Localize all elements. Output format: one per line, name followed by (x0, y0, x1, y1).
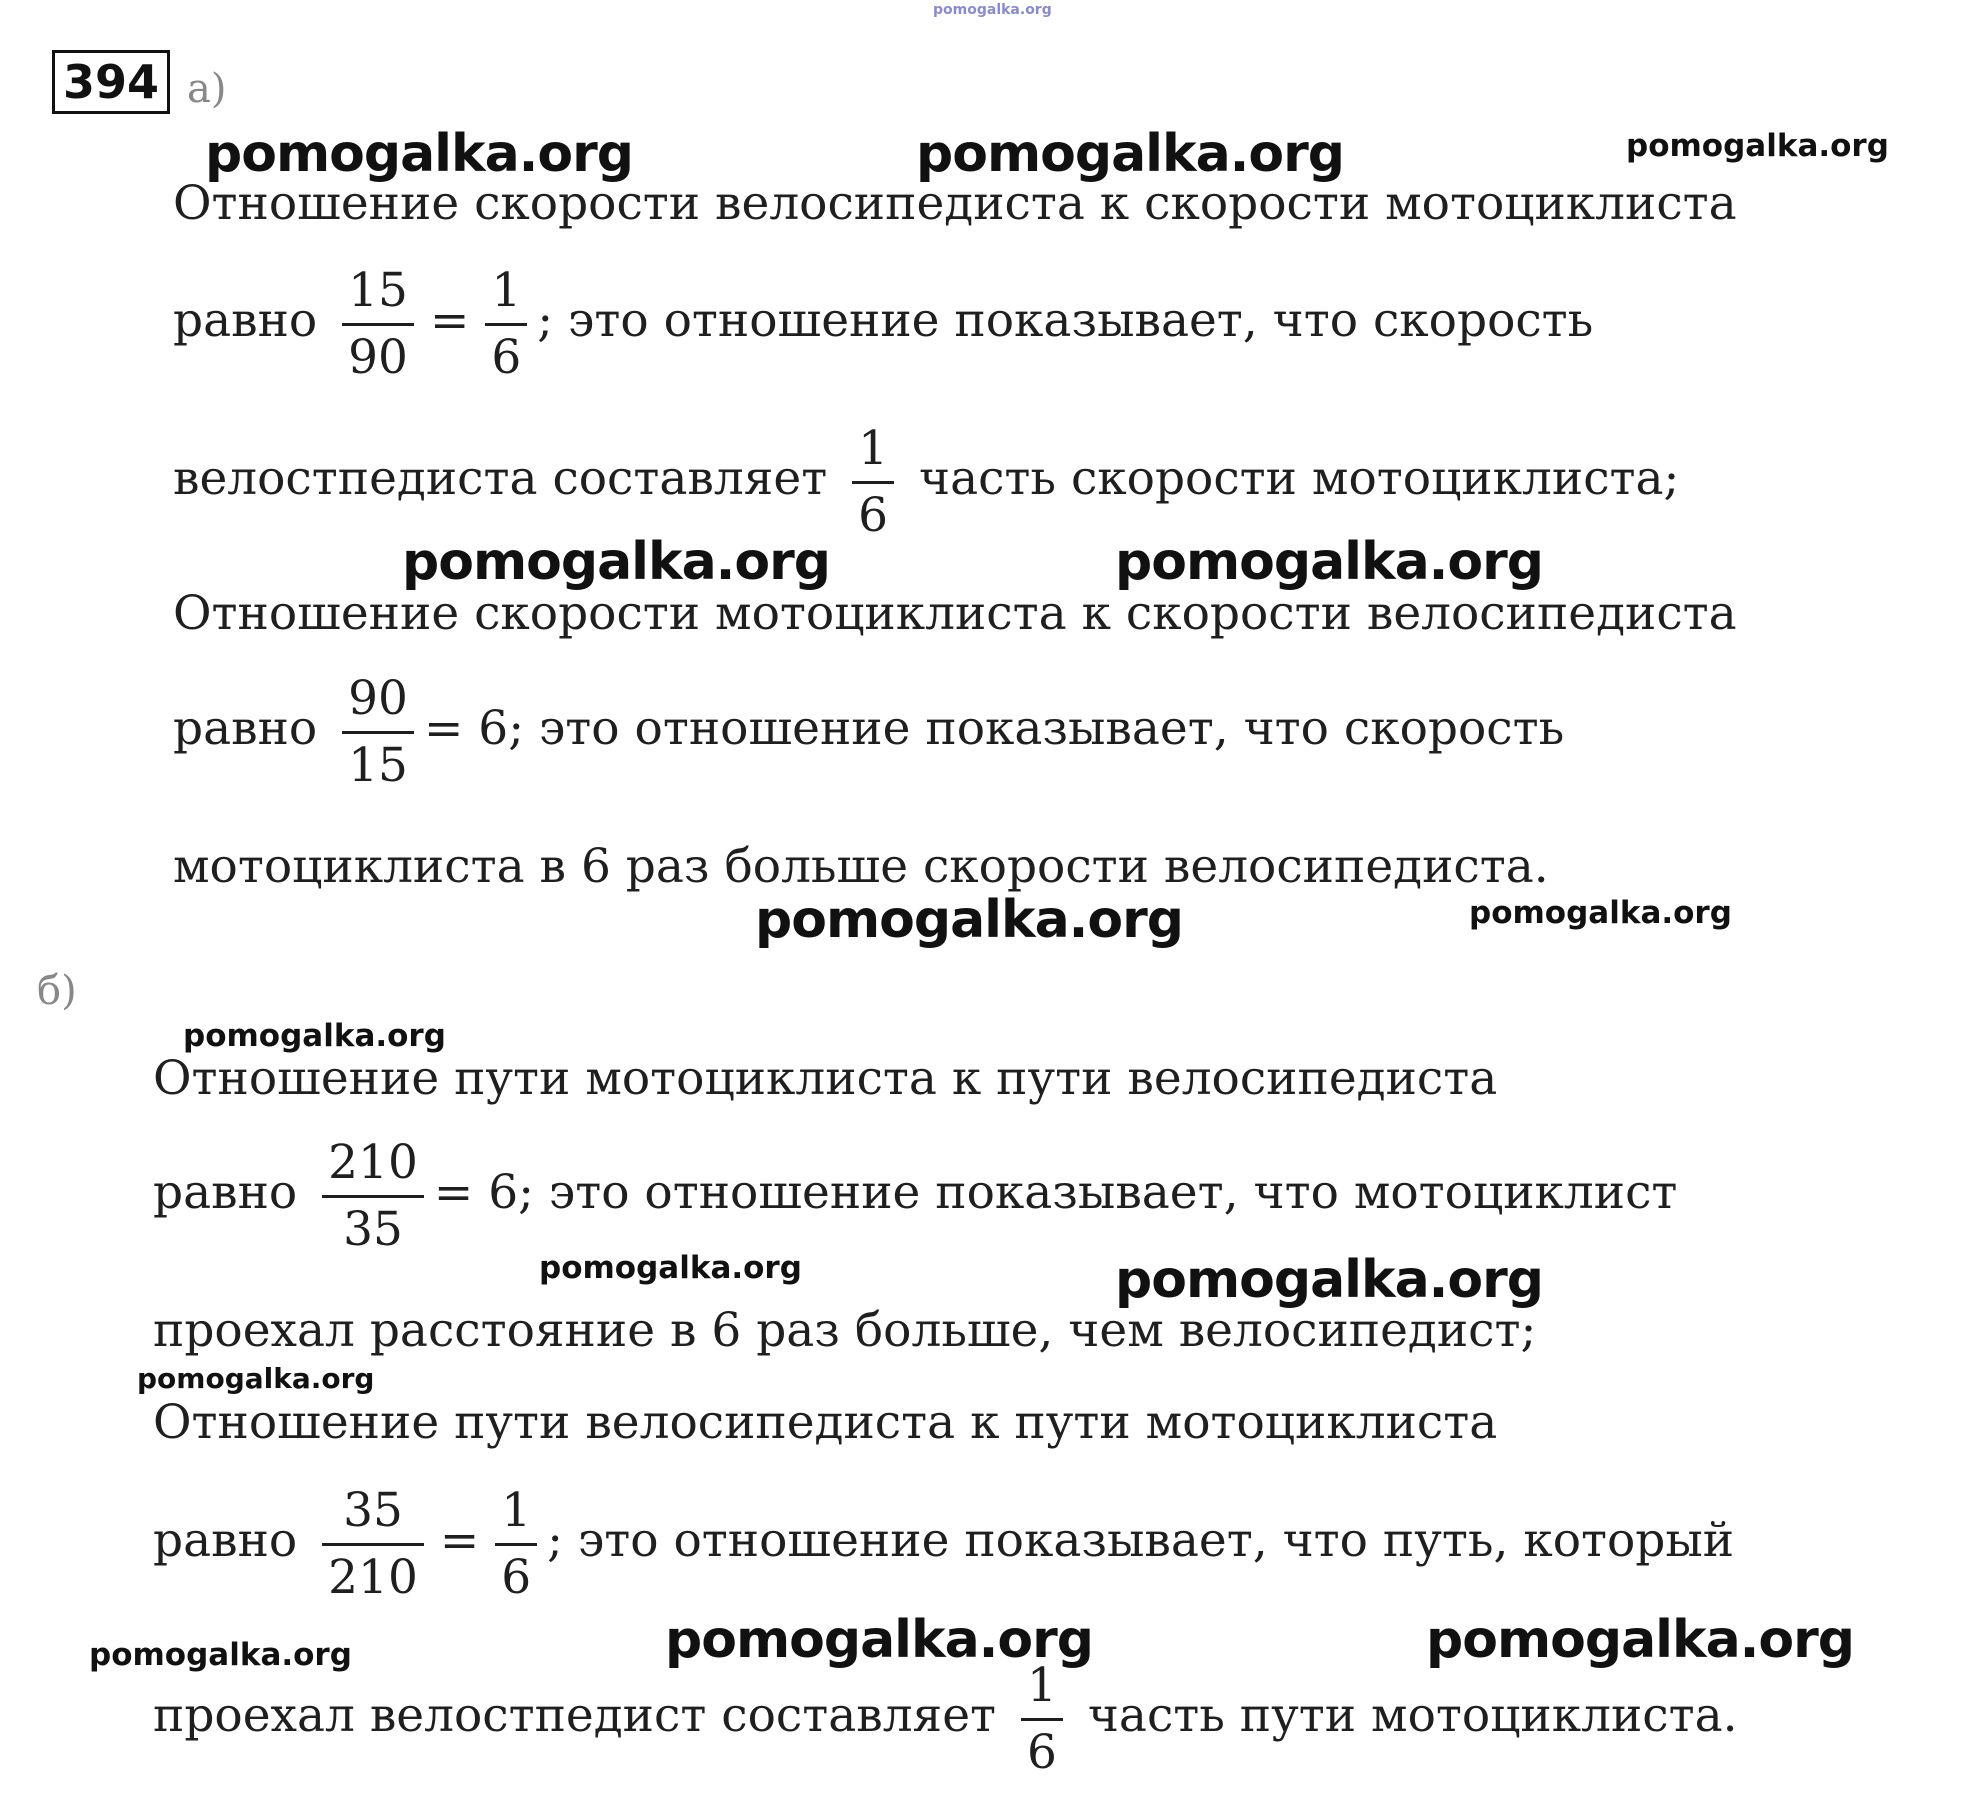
watermark: pomogalka.org (205, 124, 634, 184)
text: = 6; это отношение показывает, что мотоциклист (433, 1165, 1678, 1221)
part-b-p1-line1: Отношение пути мотоциклиста к пути велосипедиста (153, 1051, 1498, 1106)
watermark: pomogalka.org (1115, 1250, 1544, 1310)
fraction-35-210 (322, 1485, 424, 1603)
watermark-top: pomogalka.org (933, 2, 1052, 18)
part-b-p1-line3: проехал расстояние в 6 раз больше, чем велосипедист; (153, 1303, 1537, 1358)
numerator: 210 (328, 1135, 418, 1190)
numerator: 1 (858, 421, 889, 476)
denominator: 15 (342, 731, 414, 792)
part-a-p2-line3: мотоциклиста в 6 раз больше скорости велосипедиста. (173, 839, 1549, 894)
part-a-p1-line2 (173, 265, 1593, 383)
watermark: pomogalka.org (916, 124, 1345, 184)
text: часть скорости мотоциклиста; (919, 451, 1680, 507)
fraction-1-6 (852, 423, 894, 541)
watermark: pomogalka.org (1426, 1610, 1855, 1670)
part-a-p2-line1: Отношение скорости мотоциклиста к скорости велосипедиста (173, 586, 1737, 641)
denominator: 6 (1021, 1718, 1063, 1779)
denominator: 6 (852, 481, 894, 542)
denominator: 90 (342, 323, 414, 384)
watermark: pomogalka.org (183, 1018, 446, 1054)
denominator: 6 (495, 1543, 537, 1604)
part-b-p2-line1: Отношение пути велосипедиста к пути мотоциклиста (153, 1395, 1498, 1450)
denominator: 6 (485, 323, 527, 384)
watermark: pomogalka.org (1469, 895, 1732, 931)
part-b-p2-line3 (153, 1660, 1738, 1778)
part-a-p1-line1: Отношение скорости велосипедиста к скорости мотоциклиста (173, 176, 1737, 231)
text: равно (153, 1513, 298, 1569)
text: ; это отношение показывает, что путь, который (547, 1513, 1735, 1569)
watermark: pomogalka.org (539, 1250, 802, 1286)
equals-sign: = (429, 293, 470, 349)
fraction-90-15 (342, 673, 414, 791)
fraction-15-90 (342, 265, 414, 383)
part-a-p1-line3 (173, 423, 1679, 541)
fraction-1-6 (485, 265, 527, 383)
numerator: 1 (501, 1483, 532, 1538)
text: равно (153, 1165, 298, 1221)
numerator: 1 (1026, 1658, 1057, 1713)
numerator: 35 (343, 1483, 403, 1538)
watermark: pomogalka.org (402, 532, 831, 592)
text: = 6; это отношение показывает, что скорость (423, 701, 1565, 757)
watermark: pomogalka.org (755, 890, 1184, 950)
fraction-1-6 (495, 1485, 537, 1603)
watermark: pomogalka.org (1626, 128, 1889, 164)
text: равно (173, 293, 318, 349)
denominator: 210 (322, 1543, 424, 1604)
numerator: 15 (348, 263, 408, 318)
text: часть пути мотоциклиста. (1087, 1688, 1738, 1744)
numerator: 1 (491, 263, 522, 318)
watermark: pomogalka.org (137, 1362, 375, 1395)
text: велостпедиста составляет (173, 451, 828, 507)
watermark: pomogalka.org (89, 1637, 352, 1673)
part-b-p1-line2 (153, 1137, 1677, 1255)
problem-number: 394 (52, 50, 170, 114)
part-b-label: б) (37, 968, 77, 1014)
fraction-210-35 (322, 1137, 424, 1255)
denominator: 35 (322, 1195, 424, 1256)
text: равно (173, 701, 318, 757)
part-b-p2-line2 (153, 1485, 1734, 1603)
text: проехал велостпедист составляет (153, 1688, 997, 1744)
equals-sign: = (439, 1513, 480, 1569)
numerator: 90 (348, 671, 408, 726)
watermark: pomogalka.org (1115, 532, 1544, 592)
part-a-p2-line2 (173, 673, 1564, 791)
fraction-1-6 (1021, 1660, 1063, 1778)
text: ; это отношение показывает, что скорость (537, 293, 1594, 349)
watermark: pomogalka.org (665, 1610, 1094, 1670)
part-a-label: а) (187, 66, 227, 112)
